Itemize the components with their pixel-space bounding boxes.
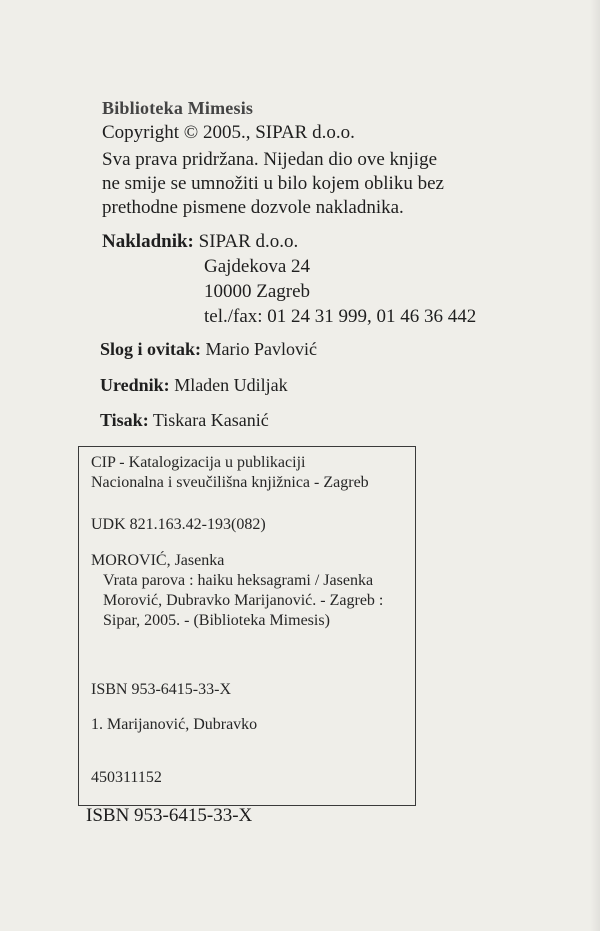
credit-print [100,410,269,431]
cip-udk: UDK 821.163.42-193(082) [91,516,266,533]
credit-design [100,339,317,360]
cip-header-line: Nacionalna i sveučilišna knjižnica - Zagreb [91,474,369,491]
cip-isbn: ISBN 953-6415-33-X [91,681,231,698]
series-title: Biblioteka Mimesis [102,98,254,118]
copyright-line: Copyright © 2005., SIPAR d.o.o. [102,122,355,143]
cip-author: MOROVIĆ, Jasenka [91,552,225,569]
cip-description: Vrata parova : haiku heksagrami / Jasenka Morović, Dubravko Marijanović. - Zagreb : Sipar, 2005. - (Biblioteka Mimesis) [103,572,384,629]
cip-header [91,453,369,493]
credit-editor [100,375,288,396]
publisher-label: Nakladnik: [102,231,194,252]
cip-header-line: CIP - Katalogizacija u publikaciji [91,454,306,471]
credit-print-value: Tiskara Kasanić [152,410,269,430]
publisher-name: SIPAR d.o.o. [198,231,299,252]
publisher-phone: tel./fax: 01 24 31 999, 01 46 36 442 [204,306,477,327]
isbn-bottom: ISBN 953-6415-33-X [86,805,253,826]
cip-entry [91,551,413,631]
rights-line: prethodne pismene dozvole nakladnika. [102,197,404,218]
publisher-block [102,229,477,327]
credit-design-value: Mario Pavlović [205,339,317,359]
credit-editor-value: Mladen Udiljak [174,375,288,395]
rights-line: Sva prava pridržana. Nijedan dio ove knjige [102,149,438,170]
credit-print-label: Tisak: [100,410,149,430]
page-edge-shadow [590,0,600,931]
publisher-city: 10000 Zagreb [204,281,311,302]
credit-design-label: Slog i ovitak: [100,339,202,359]
cip-record-box [78,446,416,806]
cip-index-entry: 1. Marijanović, Dubravko [91,716,258,733]
rights-line: ne smije se umnožiti u bilo kojem obliku bez [102,173,444,194]
rights-notice [102,148,502,220]
publisher-street: Gajdekova 24 [204,256,311,277]
publisher-address [204,254,524,329]
cip-id-number: 450311152 [91,769,162,786]
credit-editor-label: Urednik: [100,375,170,395]
